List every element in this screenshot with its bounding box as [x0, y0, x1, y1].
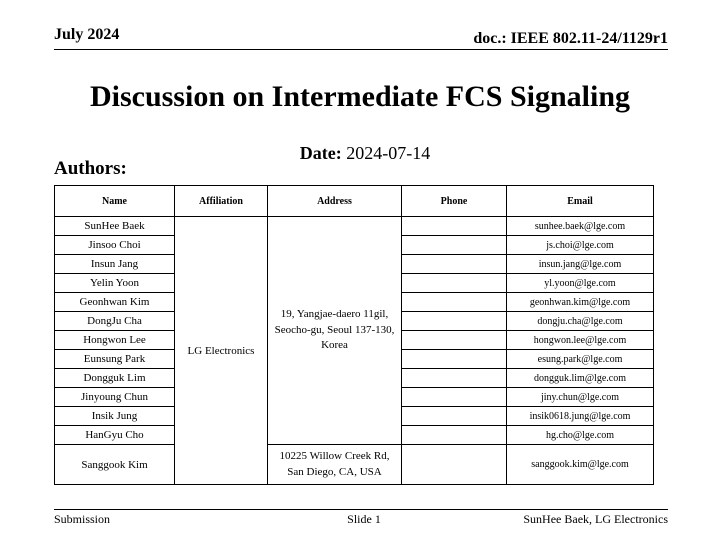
author-name: Eunsung Park	[55, 350, 175, 369]
author-name: Yelin Yoon	[55, 274, 175, 293]
author-email: dongguk.lim@lge.com	[507, 369, 654, 388]
author-phone	[402, 312, 507, 331]
author-email: hongwon.lee@lge.com	[507, 331, 654, 350]
author-phone	[402, 217, 507, 236]
footer-slide-number: Slide 1	[347, 512, 381, 526]
authors-heading: Authors:	[54, 158, 127, 179]
authors-table	[54, 185, 654, 485]
table-row	[55, 445, 654, 485]
author-email: insik0618.jung@lge.com	[507, 407, 654, 426]
author-email: sanggook.kim@lge.com	[507, 445, 654, 485]
table-row	[55, 217, 654, 236]
column-header-phone: Phone	[402, 186, 507, 217]
slide-title: Discussion on Intermediate FCS Signaling	[89, 80, 631, 113]
column-header-address: Address	[268, 186, 402, 217]
author-name: Jinyoung Chun	[55, 388, 175, 407]
header-doc-id: doc.: IEEE 802.11-24/1129r1	[473, 30, 668, 47]
author-email: js.choi@lge.com	[507, 236, 654, 255]
author-name: HanGyu Cho	[55, 426, 175, 445]
author-phone	[402, 426, 507, 445]
author-name: SunHee Baek	[55, 217, 175, 236]
address-korea-cell: 19, Yangjae-daero 11gil, Seocho-gu, Seoul 137-130, Korea	[268, 217, 402, 445]
author-email: esung.park@lge.com	[507, 350, 654, 369]
address-usa-cell: 10225 Willow Creek Rd, San Diego, CA, USA	[268, 445, 402, 485]
author-phone	[402, 350, 507, 369]
author-name: Insun Jang	[55, 255, 175, 274]
author-phone	[402, 255, 507, 274]
author-email: insun.jang@lge.com	[507, 255, 654, 274]
footer-divider	[54, 509, 668, 510]
column-header-affiliation: Affiliation	[175, 186, 268, 217]
author-email: yl.yoon@lge.com	[507, 274, 654, 293]
author-name: Dongguk Lim	[55, 369, 175, 388]
author-name: Jinsoo Choi	[55, 236, 175, 255]
author-phone	[402, 388, 507, 407]
author-email: sunhee.baek@lge.com	[507, 217, 654, 236]
footer-author: SunHee Baek, LG Electronics	[523, 512, 668, 526]
author-phone	[402, 331, 507, 350]
author-name: Sanggook Kim	[55, 445, 175, 485]
author-email: dongju.cha@lge.com	[507, 312, 654, 331]
affiliation-cell: LG Electronics	[175, 217, 268, 485]
author-phone	[402, 445, 507, 485]
date-label: Date:	[299, 143, 342, 163]
column-header-name: Name	[55, 186, 175, 217]
author-phone	[402, 369, 507, 388]
header-divider	[54, 49, 668, 50]
author-email: hg.cho@lge.com	[507, 426, 654, 445]
author-phone	[402, 407, 507, 426]
author-email: geonhwan.kim@lge.com	[507, 293, 654, 312]
table-header-row	[55, 186, 654, 217]
author-phone	[402, 293, 507, 312]
author-name: Insik Jung	[55, 407, 175, 426]
author-name: Geonhwan Kim	[55, 293, 175, 312]
footer-submission: Submission	[54, 512, 111, 526]
date-value: 2024-07-14	[346, 143, 431, 163]
column-header-email: Email	[507, 186, 654, 217]
author-phone	[402, 274, 507, 293]
header-date: July 2024	[54, 26, 120, 43]
author-name: DongJu Cha	[55, 312, 175, 331]
author-phone	[402, 236, 507, 255]
author-email: jiny.chun@lge.com	[507, 388, 654, 407]
author-name: Hongwon Lee	[55, 331, 175, 350]
